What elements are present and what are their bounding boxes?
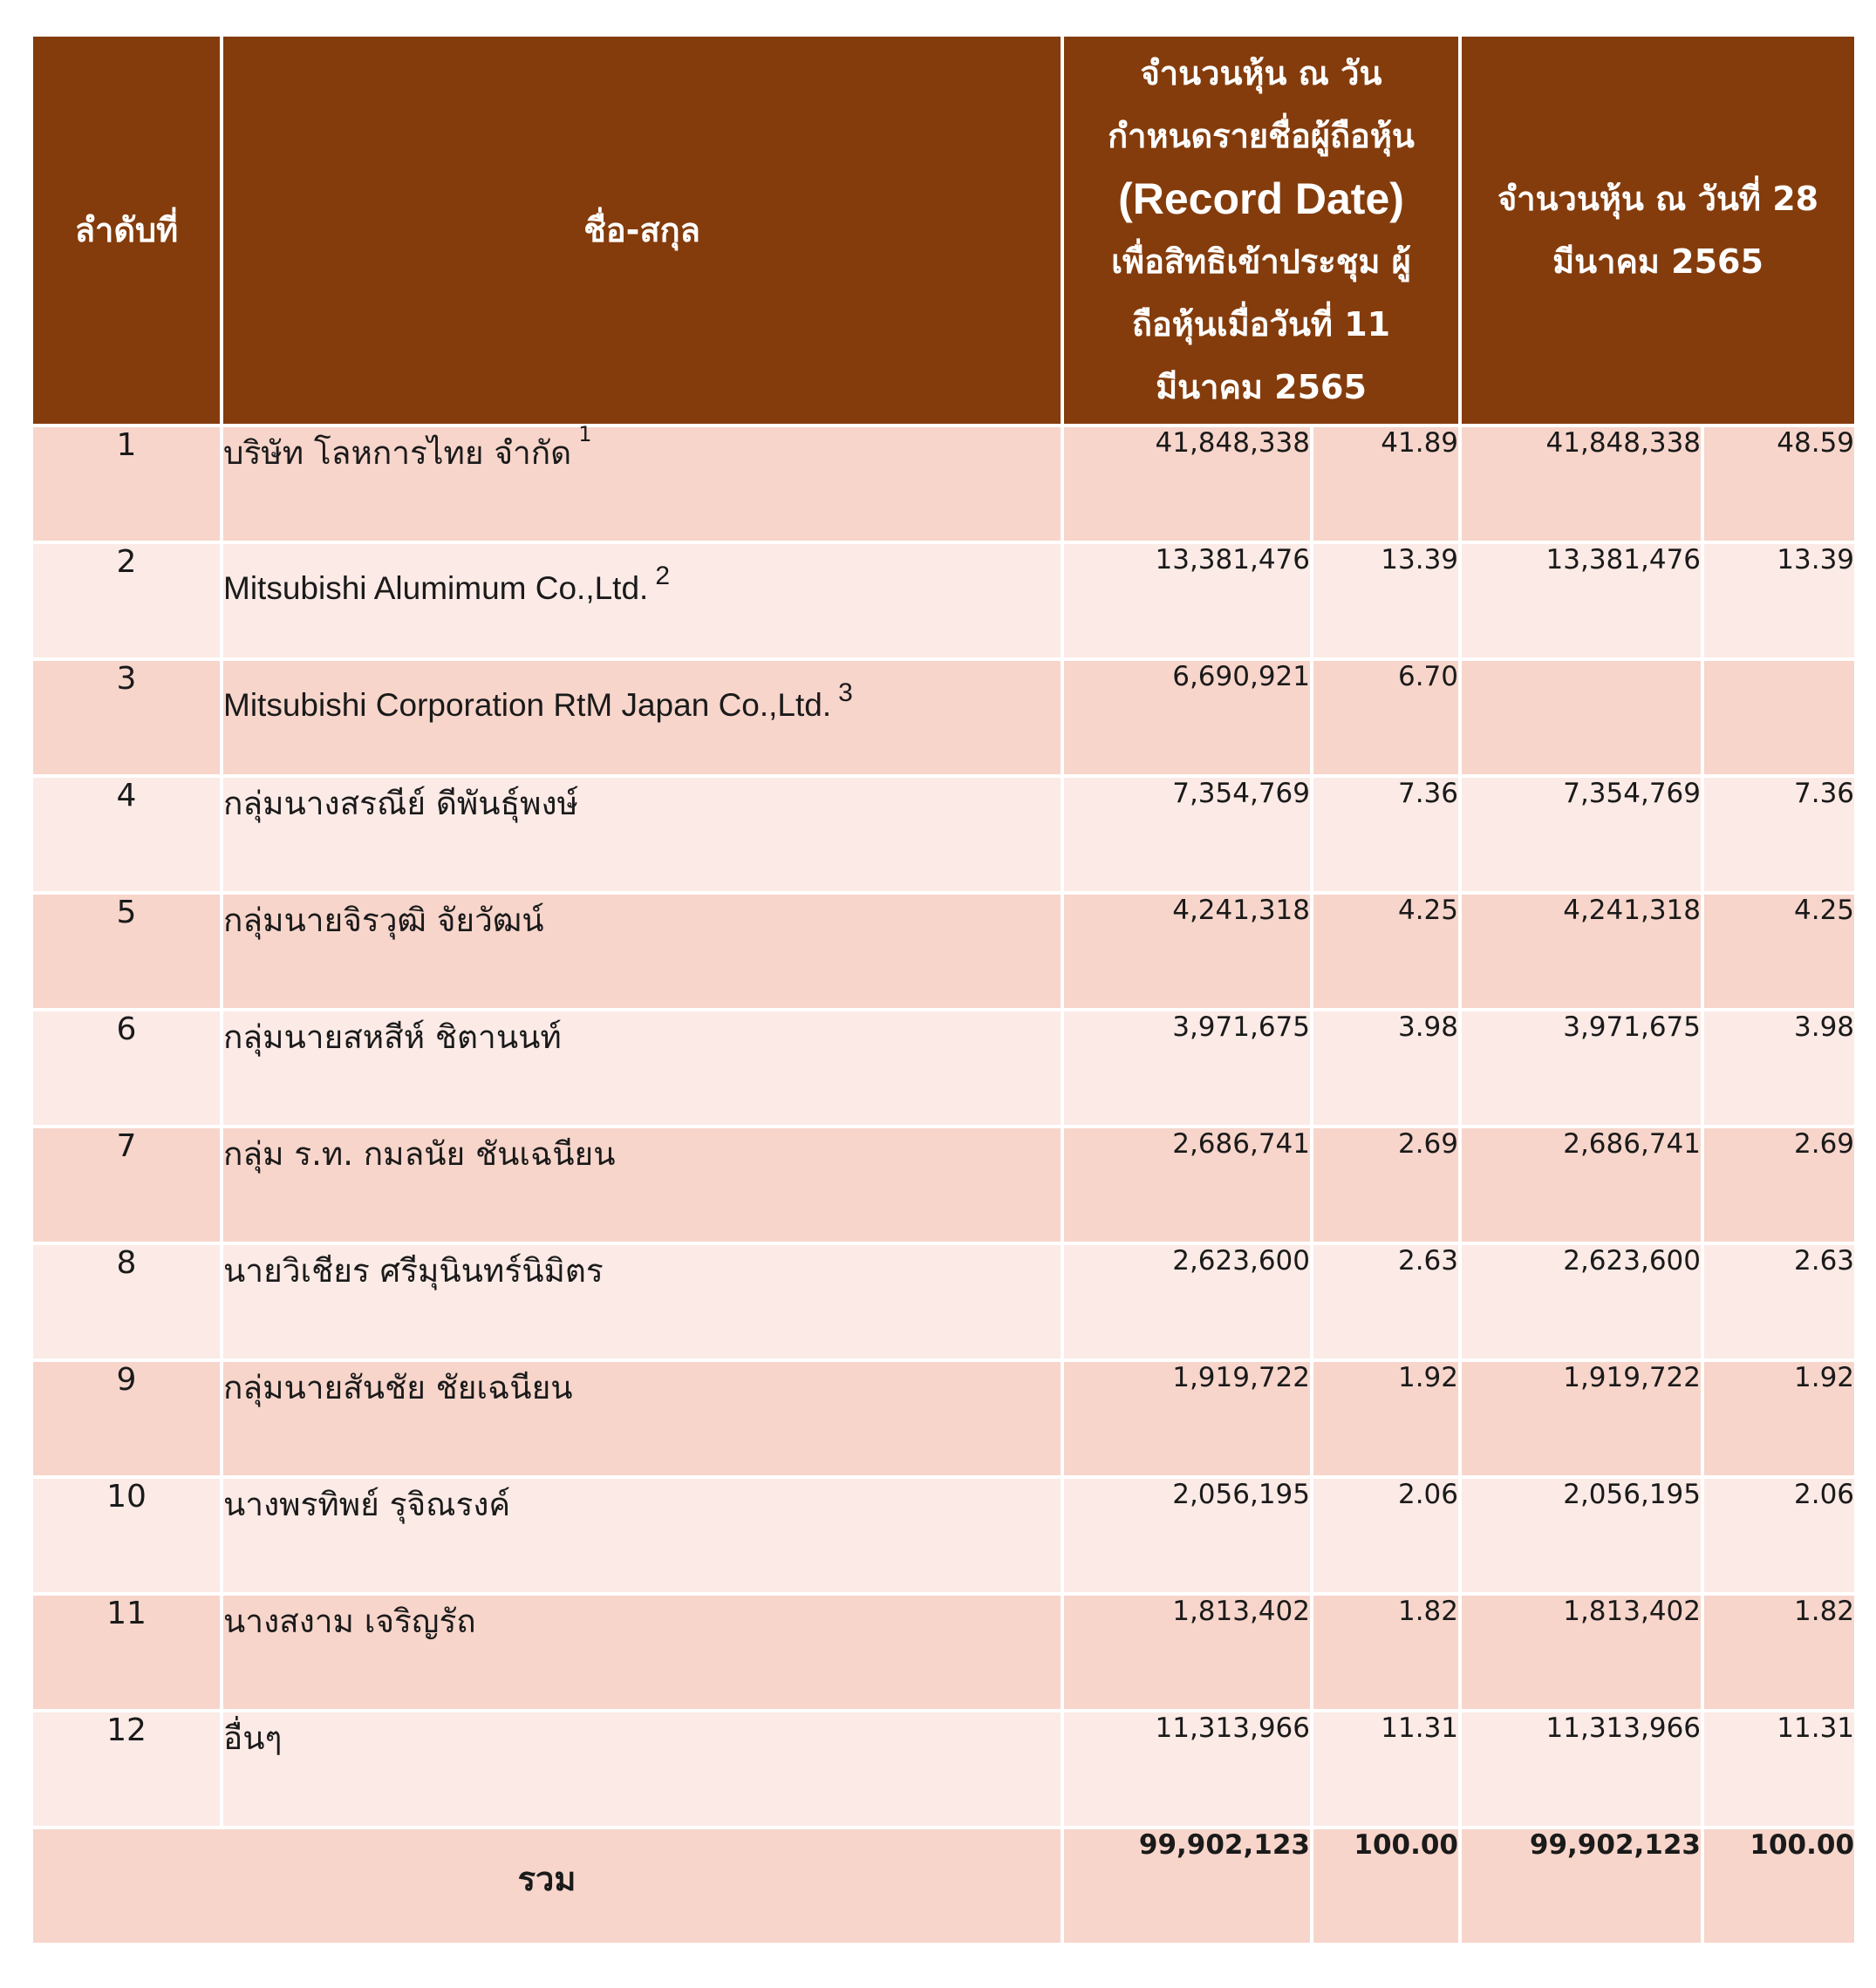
row-name-text: บริษัท โลหการไทย จำกัด xyxy=(223,434,572,472)
table-row xyxy=(31,542,1856,659)
table-row xyxy=(31,1127,1856,1243)
table-body xyxy=(31,422,1856,1944)
total-record-shares: 99,902,123 xyxy=(1062,1828,1312,1944)
total-label: รวม xyxy=(31,1828,1062,1944)
row-current-pct: 13.39 xyxy=(1702,542,1856,659)
row-no: 2 xyxy=(31,542,222,659)
header-current-date xyxy=(1460,35,1856,426)
row-current-pct: 3.98 xyxy=(1702,1010,1856,1127)
row-current-shares: 4,241,318 xyxy=(1460,893,1702,1010)
row-current-pct: 2.69 xyxy=(1702,1127,1856,1243)
row-no: 6 xyxy=(31,1010,222,1127)
row-name: กลุ่ม ร.ท. กมลนัย ชันเฉนียน xyxy=(222,1127,1062,1243)
total-row xyxy=(31,1828,1856,1944)
table-row xyxy=(31,659,1856,776)
row-current-shares: 1,813,402 xyxy=(1460,1594,1702,1711)
table-header xyxy=(31,35,1856,426)
footnote-marker: 3 xyxy=(838,678,853,707)
row-record-shares: 11,313,966 xyxy=(1062,1711,1312,1828)
row-current-pct: 2.63 xyxy=(1702,1243,1856,1360)
header-current-line2: มีนาคม 2565 xyxy=(1552,242,1763,281)
table-row xyxy=(31,1594,1856,1711)
row-record-shares: 3,971,675 xyxy=(1062,1010,1312,1127)
row-current-shares: 7,354,769 xyxy=(1460,776,1702,893)
row-record-shares: 2,686,741 xyxy=(1062,1127,1312,1243)
header-record-line4: เพื่อสิทธิเข้าประชุม ผู้ xyxy=(1111,242,1411,281)
row-no: 5 xyxy=(31,893,222,1010)
total-current-shares: 99,902,123 xyxy=(1460,1828,1702,1944)
shareholder-table xyxy=(30,33,1858,1946)
row-current-shares: 11,313,966 xyxy=(1460,1711,1702,1828)
row-current-shares: 41,848,338 xyxy=(1460,426,1702,542)
row-record-pct: 3.98 xyxy=(1312,1010,1460,1127)
row-record-pct: 2.63 xyxy=(1312,1243,1460,1360)
row-current-pct: 1.92 xyxy=(1702,1360,1856,1477)
row-record-pct: 7.36 xyxy=(1312,776,1460,893)
row-record-pct: 4.25 xyxy=(1312,893,1460,1010)
row-name: กลุ่มนายสหสีห์ ชิตานนท์ xyxy=(222,1010,1062,1127)
row-no: 1 xyxy=(31,426,222,542)
row-record-pct: 13.39 xyxy=(1312,542,1460,659)
row-no: 3 xyxy=(31,659,222,776)
row-record-pct: 11.31 xyxy=(1312,1711,1460,1828)
table-row xyxy=(31,1360,1856,1477)
row-name: นายวิเชียร ศรีมุนินทร์นิมิตร xyxy=(222,1243,1062,1360)
row-name-text: Mitsubishi Alumimum Co.,Ltd. xyxy=(223,570,649,606)
row-name: นางสงาม เจริญรัถ xyxy=(222,1594,1062,1711)
row-current-pct: 2.06 xyxy=(1702,1477,1856,1594)
row-no: 11 xyxy=(31,1594,222,1711)
row-current-pct: 7.36 xyxy=(1702,776,1856,893)
row-current-shares: 3,971,675 xyxy=(1460,1010,1702,1127)
row-name: อื่นๆ xyxy=(222,1711,1062,1828)
row-record-pct: 2.06 xyxy=(1312,1477,1460,1594)
row-record-pct: 41.89 xyxy=(1312,426,1460,542)
row-current-shares: 2,056,195 xyxy=(1460,1477,1702,1594)
row-record-shares: 7,354,769 xyxy=(1062,776,1312,893)
header-record-line3: (Record Date) xyxy=(1118,174,1404,223)
footnote-marker: 2 xyxy=(655,562,671,590)
table-row xyxy=(31,426,1856,542)
row-record-shares: 2,623,600 xyxy=(1062,1243,1312,1360)
total-current-pct: 100.00 xyxy=(1702,1828,1856,1944)
header-record-line2: กำหนดรายชื่อผู้ถือหุ้น xyxy=(1108,117,1415,155)
row-current-shares: 2,686,741 xyxy=(1460,1127,1702,1243)
row-record-pct: 2.69 xyxy=(1312,1127,1460,1243)
row-current-shares: 1,919,722 xyxy=(1460,1360,1702,1477)
row-record-shares: 1,919,722 xyxy=(1062,1360,1312,1477)
row-name xyxy=(222,542,1062,659)
row-current-pct: 1.82 xyxy=(1702,1594,1856,1711)
header-record-line1: จำนวนหุ้น ณ วัน xyxy=(1140,54,1382,92)
row-record-shares: 4,241,318 xyxy=(1062,893,1312,1010)
header-record-line6: มีนาคม 2565 xyxy=(1156,368,1367,406)
footnote-marker: 1 xyxy=(578,422,592,446)
table-row xyxy=(31,776,1856,893)
row-record-pct: 1.82 xyxy=(1312,1594,1460,1711)
row-record-shares: 13,381,476 xyxy=(1062,542,1312,659)
row-current-shares: 13,381,476 xyxy=(1460,542,1702,659)
header-record-date xyxy=(1062,35,1460,426)
row-no: 8 xyxy=(31,1243,222,1360)
row-current-pct: 11.31 xyxy=(1702,1711,1856,1828)
row-name xyxy=(222,659,1062,776)
table-row xyxy=(31,1477,1856,1594)
header-name: ชื่อ-สกุล xyxy=(222,35,1062,426)
row-record-pct: 6.70 xyxy=(1312,659,1460,776)
row-name: กลุ่มนายสันชัย ชัยเฉนียน xyxy=(222,1360,1062,1477)
row-current-pct: 48.59 xyxy=(1702,426,1856,542)
row-no: 9 xyxy=(31,1360,222,1477)
row-name-text: Mitsubishi Corporation RtM Japan Co.,Ltd. xyxy=(223,687,832,723)
row-current-pct xyxy=(1702,659,1856,776)
row-name xyxy=(222,422,1062,542)
row-record-shares: 1,813,402 xyxy=(1062,1594,1312,1711)
row-name: นางพรทิพย์ รุจิณรงค์ xyxy=(222,1477,1062,1594)
row-no: 4 xyxy=(31,776,222,893)
header-record-line5: ถือหุ้นเมื่อวันที่ 11 xyxy=(1131,305,1391,344)
row-record-shares: 6,690,921 xyxy=(1062,659,1312,776)
header-current-line1: จำนวนหุ้น ณ วันที่ 28 xyxy=(1497,180,1819,218)
total-record-pct: 100.00 xyxy=(1312,1828,1460,1944)
table-row xyxy=(31,1711,1856,1828)
row-record-shares: 41,848,338 xyxy=(1062,426,1312,542)
table-row xyxy=(31,1243,1856,1360)
table-row xyxy=(31,1010,1856,1127)
table-row xyxy=(31,893,1856,1010)
row-current-shares xyxy=(1460,659,1702,776)
row-no: 10 xyxy=(31,1477,222,1594)
header-no: ลำดับที่ xyxy=(31,35,222,426)
row-no: 7 xyxy=(31,1127,222,1243)
row-record-shares: 2,056,195 xyxy=(1062,1477,1312,1594)
row-name: กลุ่มนายจิรวุฒิ จัยวัฒน์ xyxy=(222,893,1062,1010)
row-name: กลุ่มนางสรณีย์ ดีพันธุ์พงษ์ xyxy=(222,776,1062,893)
row-current-pct: 4.25 xyxy=(1702,893,1856,1010)
row-current-shares: 2,623,600 xyxy=(1460,1243,1702,1360)
row-no: 12 xyxy=(31,1711,222,1828)
row-record-pct: 1.92 xyxy=(1312,1360,1460,1477)
